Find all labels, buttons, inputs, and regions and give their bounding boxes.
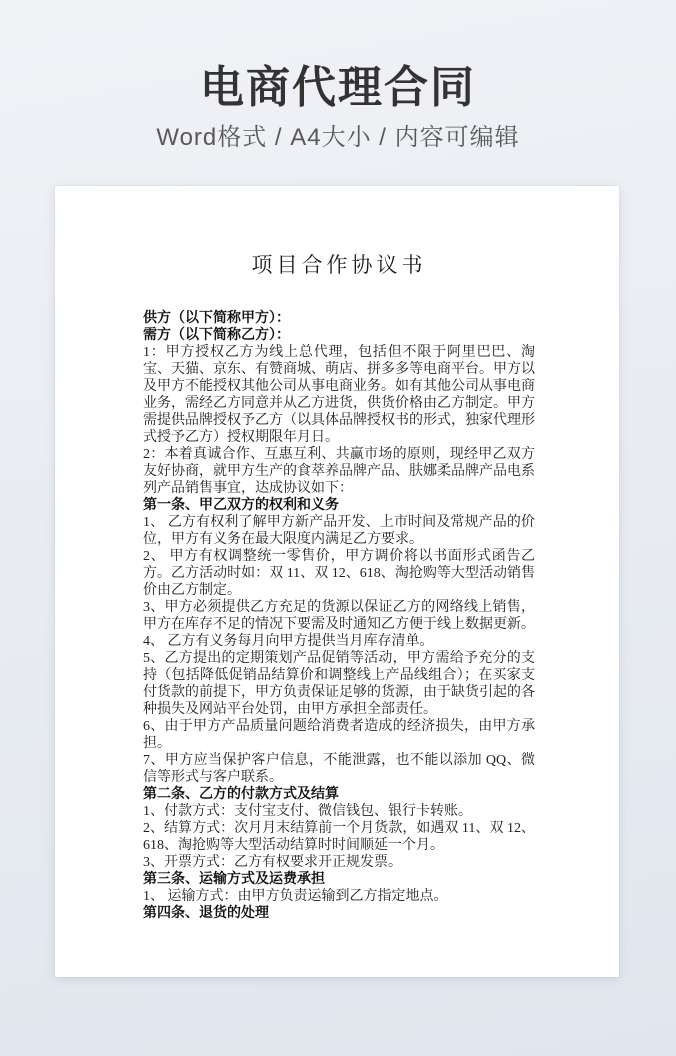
- document-paragraph: 第二条、乙方的付款方式及结算: [143, 787, 339, 802]
- document-paragraph: 3、开票方式：乙方有权要求开正规发票。: [143, 855, 402, 870]
- template-format-subtitle: Word格式 / A4大小 / 内容可编辑: [156, 124, 520, 151]
- document-paragraph: 2：本着真诚合作、互惠互利、共赢市场的原则，现经甲乙双方友好协商，就甲方生产的食萃养品牌产品、肤娜柔品牌产品电系列产品销售事宜，达成协议如下：: [143, 447, 535, 496]
- document-paragraph: 1、付款方式：支付宝支付、微信钱包、银行卡转账。: [143, 804, 472, 819]
- document-paragraph: 1：甲方授权乙方为线上总代理，包括但不限于阿里巴巴、淘宝、天猫、京东、有赞商城、萌店、拼多多等电商平台。甲方以及甲方不能授权其他公司从事电商业务。如有其他公司从事电商业务，需经乙方同意并从乙方进货，供货价格由乙方制定。甲方需提供品牌授权予乙方（以具体品牌授权书的形式，独家代理形式授予乙方）授权期限年月日。: [143, 345, 535, 445]
- document-body: [143, 310, 535, 922]
- document-paragraph: 5、乙方提出的定期策划产品促销等活动，甲方需给予充分的支持（包括降低促销品结算价和调整线上产品线组合）；在买家支付货款的前提下，甲方负责保证足够的货源，由于缺货引起的各种损失及网站平台处罚，由甲方承担全部责任。: [143, 651, 535, 717]
- preview-header: [0, 0, 676, 152]
- document-paragraph: 第三条、运输方式及运费承担: [143, 872, 325, 887]
- document-paragraph: 供方（以下简称甲方）：: [143, 311, 290, 326]
- document-paragraph: 1、 运输方式：由甲方负责运输到乙方指定地点。: [143, 889, 448, 904]
- document-paragraph: 7、甲方应当保护客户信息，不能泄露，也不能以添加 QQ、微信等形式与客户联系。: [143, 753, 535, 785]
- document-paragraph: 6、由于甲方产品质量问题给消费者造成的经济损失，由甲方承担。: [143, 719, 535, 751]
- document-page: [55, 186, 619, 977]
- document-title: 项目合作协议书: [251, 253, 427, 277]
- document-paragraph: 需方（以下简称乙方）：: [143, 328, 290, 343]
- document-paragraph: 第一条、甲乙双方的权利和义务: [143, 498, 339, 513]
- template-title: 电商代理合同: [200, 63, 476, 112]
- document-paragraph: 4、 乙方有义务每月向甲方提供当月库存清单。: [143, 634, 434, 649]
- document-paragraph: 第四条、退货的处理: [143, 906, 269, 921]
- document-paragraph: 3、甲方必须提供乙方充足的货源以保证乙方的网络线上销售，甲方在库存不足的情况下要需及时通知乙方便于线上数据更新。: [143, 600, 535, 632]
- document-paragraph: 2、结算方式：次月月末结算前一个月货款，如遇双 11、双 12、618、淘抢购等大型活动结算时时间顺延一个月。: [143, 821, 535, 853]
- document-paragraph: 1、 乙方有权利了解甲方新产品开发、上市时间及常规产品的价位，甲方有义务在最大限度内满足乙方要求。: [143, 515, 535, 547]
- document-paragraph: 2、 甲方有权调整统一零售价，甲方调价将以书面形式函告乙方。乙方活动时如：双 11、双 12、618、淘抢购等大型活动销售价由乙方制定。: [143, 549, 535, 598]
